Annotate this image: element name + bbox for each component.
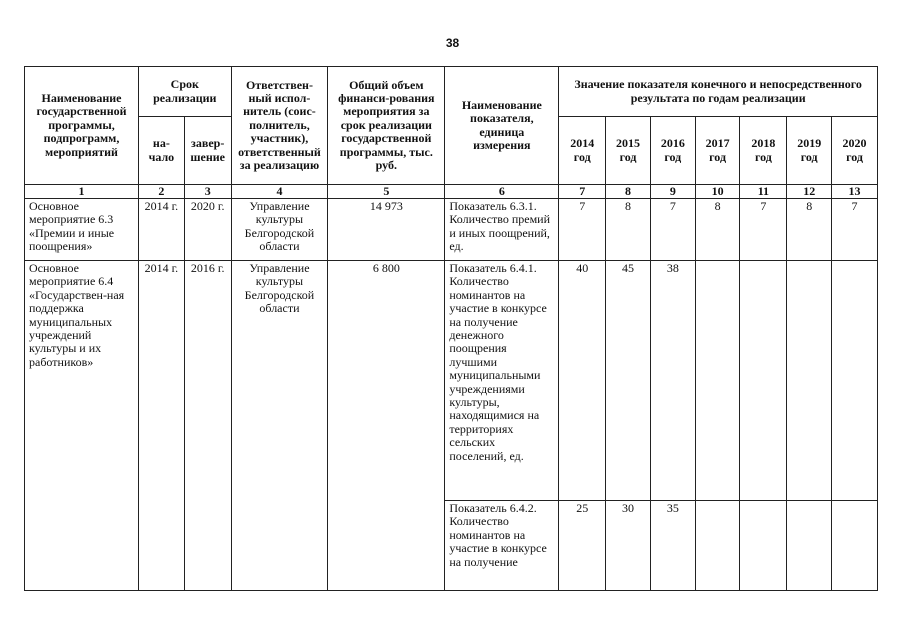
end-year: 2020 г.: [184, 199, 231, 261]
program-name: Основное мероприятие 6.4 «Государствен-ная поддержка муниципальных учреждений культуры и их работников»: [25, 261, 139, 591]
value-2015: 8: [606, 199, 651, 261]
header-values: Значение показателя конечного и непосредственного результата по годам реализации: [559, 67, 878, 117]
column-number: 2: [138, 185, 184, 199]
table-row: [25, 261, 878, 501]
column-number: 11: [740, 185, 787, 199]
value-2014: 40: [559, 261, 606, 501]
value-2017: [695, 261, 740, 501]
column-number: 5: [328, 185, 445, 199]
header-start: на-чало: [138, 117, 184, 185]
program-table: [24, 66, 878, 591]
value-2018: 7: [740, 199, 787, 261]
value-2019: 8: [787, 199, 832, 261]
header-year-2014: 2014 год: [559, 117, 606, 185]
column-number: 6: [445, 185, 559, 199]
column-number: 4: [231, 185, 328, 199]
responsible: Управление культуры Белгородской области: [231, 261, 328, 591]
responsible: Управление культуры Белгородской области: [231, 199, 328, 261]
header-year-2019: 2019 год: [787, 117, 832, 185]
finance-amount: 14 973: [328, 199, 445, 261]
header-program: Наименование государственной программы, подпрограмм, мероприятий: [25, 67, 139, 185]
value-2015: 30: [606, 501, 651, 591]
table-row: [25, 199, 878, 261]
page-number: 38: [445, 36, 460, 50]
header-term: Срок реализации: [138, 67, 231, 117]
value-2014: 7: [559, 199, 606, 261]
value-2017: 8: [695, 199, 740, 261]
value-2019: [787, 501, 832, 591]
column-number: 1: [25, 185, 139, 199]
value-2016: 7: [650, 199, 695, 261]
value-2016: 35: [650, 501, 695, 591]
column-number: 3: [184, 185, 231, 199]
value-2016: 38: [650, 261, 695, 501]
value-2019: [787, 261, 832, 501]
value-2017: [695, 501, 740, 591]
header-year-2016: 2016 год: [650, 117, 695, 185]
header-indicator: Наименование показателя, единица измерения: [445, 67, 559, 185]
column-number: 12: [787, 185, 832, 199]
indicator-name: Показатель 6.4.1. Количество номинантов на участие в конкурсе на получение денежного поощрения лучшими муниципальными учреждениями культуры, находящимися на территориях сельских поселений, ед.: [445, 261, 559, 501]
column-number: 9: [650, 185, 695, 199]
value-2020: [832, 501, 878, 591]
value-2014: 25: [559, 501, 606, 591]
column-number: 7: [559, 185, 606, 199]
start-year: 2014 г.: [138, 199, 184, 261]
header-finance: Общий объем финанси-рования мероприятия за срок реализации государственной программы, тыс. руб.: [328, 67, 445, 185]
value-2015: 45: [606, 261, 651, 501]
header-end: завер-шение: [184, 117, 231, 185]
column-number-row: [25, 185, 878, 199]
end-year: 2016 г.: [184, 261, 231, 591]
indicator-name: Показатель 6.4.2. Количество номинантов на участие в конкурсе на получение: [445, 501, 559, 591]
header-year-2018: 2018 год: [740, 117, 787, 185]
column-number: 8: [606, 185, 651, 199]
column-number: 13: [832, 185, 878, 199]
value-2018: [740, 501, 787, 591]
value-2020: [832, 261, 878, 501]
header-year-2017: 2017 год: [695, 117, 740, 185]
start-year: 2014 г.: [138, 261, 184, 591]
value-2018: [740, 261, 787, 501]
header-year-2020: 2020 год: [832, 117, 878, 185]
header-year-2015: 2015 год: [606, 117, 651, 185]
finance-amount: 6 800: [328, 261, 445, 591]
indicator-name: Показатель 6.3.1. Количество премий и иных поощрений, ед.: [445, 199, 559, 261]
value-2020: 7: [832, 199, 878, 261]
column-number: 10: [695, 185, 740, 199]
program-name: Основное мероприятие 6.3 «Премии и иные поощрения»: [25, 199, 139, 261]
header-responsible: Ответствен-ный испол-нитель (соис-полнитель, участник), ответственный за реализацию: [231, 67, 328, 185]
